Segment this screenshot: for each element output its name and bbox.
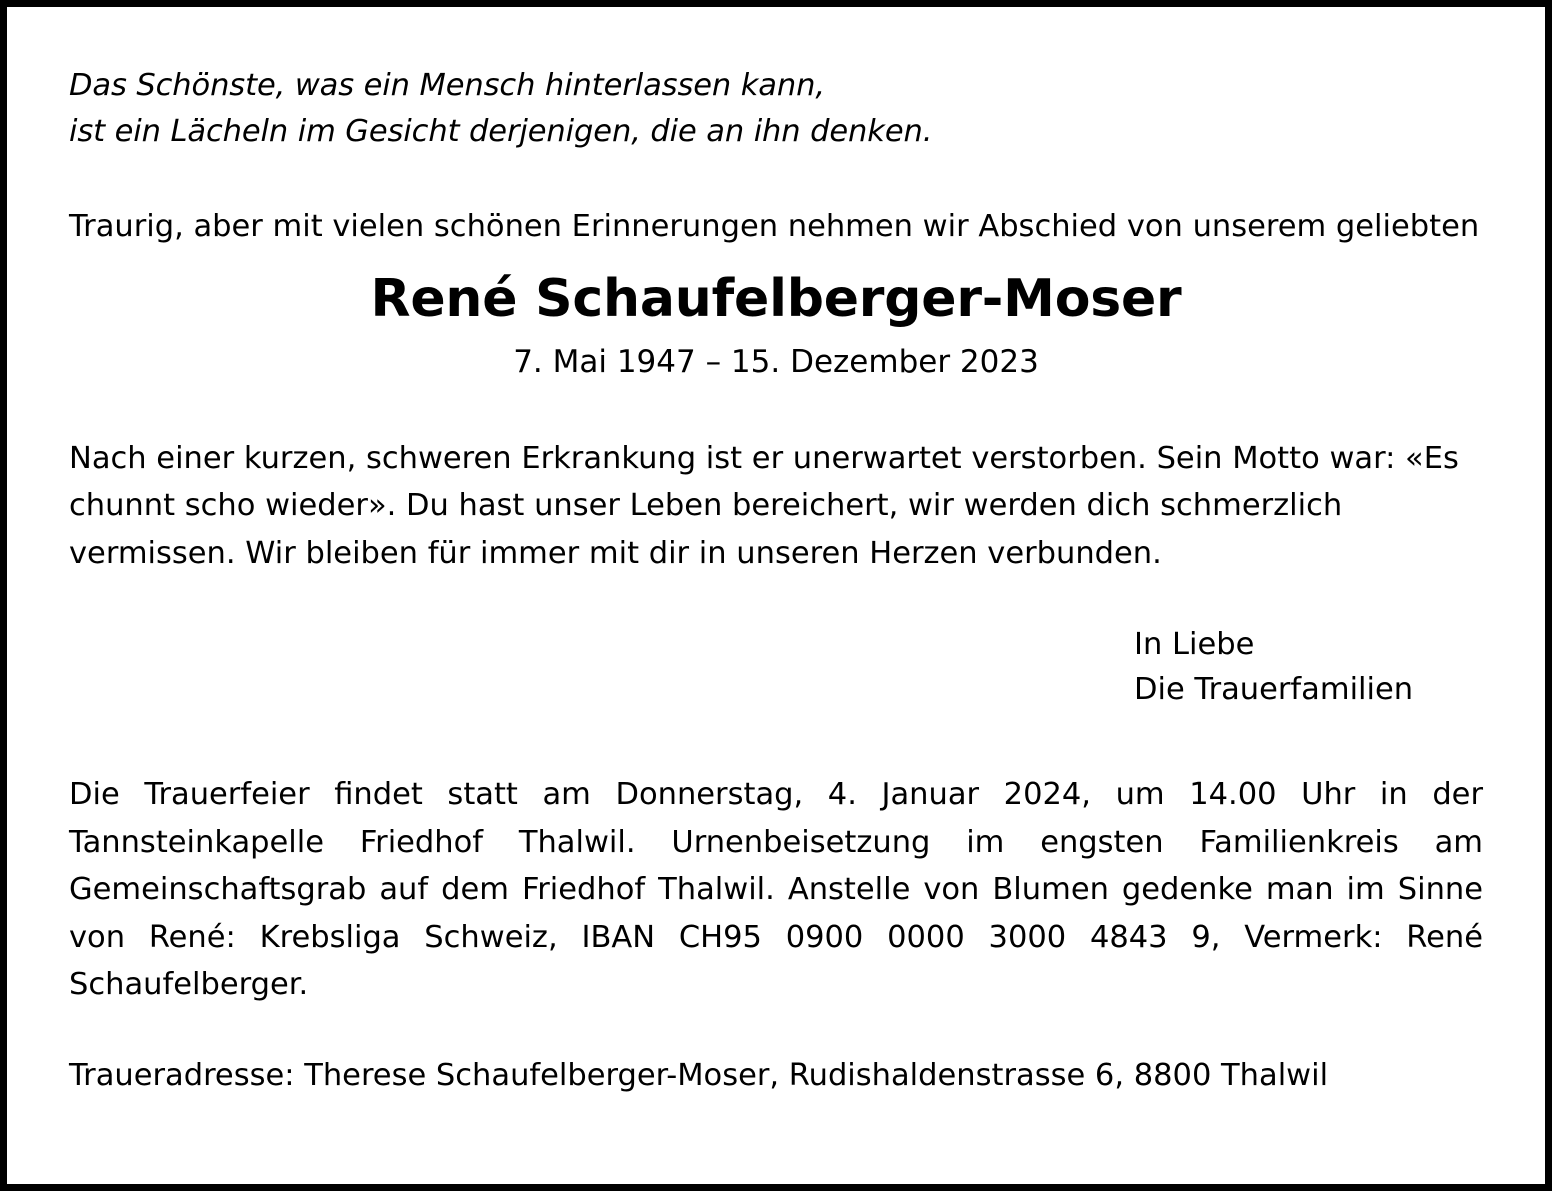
closing-block	[69, 622, 1483, 714]
closing-line-2: Die Trauerfamilien	[1134, 672, 1414, 708]
epigraph-line-1: Das Schönste, was ein Mensch hinterlassen kann,	[69, 68, 825, 103]
memorial-body-text: Nach einer kurzen, schweren Erkrankung ist er unerwartet verstorben. Sein Motto war: «Es chunnt scho wieder». Du hast unser Leben bereichert, wir werden dich schmerzlich vermissen. Wir bleiben für immer mit dir in unseren Herzen verbunden.	[69, 440, 1459, 571]
epigraph	[69, 63, 1483, 156]
ceremony-details: Die Trauerfeier findet statt am Donnerstag, 4. Januar 2024, um 14.00 Uhr in der Tannsteinkapelle Friedhof Thalwil. Urnenbeisetzung im engsten Familienkreis am Gemeinschaftsgrab auf dem Friedhof Thalwil. Anstelle von Blumen gedenke man im Sinne von René: Krebsliga Schweiz, IBAN CH95 0900 0000 3000 4843 9, Vermerk: René Schaufelberger.	[69, 777, 1483, 1003]
mourning-address: Traueradresse: Therese Schaufelberger-Moser, Rudishaldenstrasse 6, 8800 Thalwil	[69, 1057, 1329, 1093]
intro-text: Traurig, aber mit vielen schönen Erinnerungen nehmen wir Abschied von unserem geliebten	[69, 208, 1480, 244]
epigraph-line-2: ist ein Lächeln im Gesicht derjenigen, die an ihn denken.	[69, 114, 933, 150]
closing-line-1: In Liebe	[1134, 626, 1255, 662]
life-dates: 7. Mai 1947 – 15. Dezember 2023	[513, 344, 1039, 381]
deceased-name: René Schaufelberger-Moser	[370, 269, 1182, 330]
